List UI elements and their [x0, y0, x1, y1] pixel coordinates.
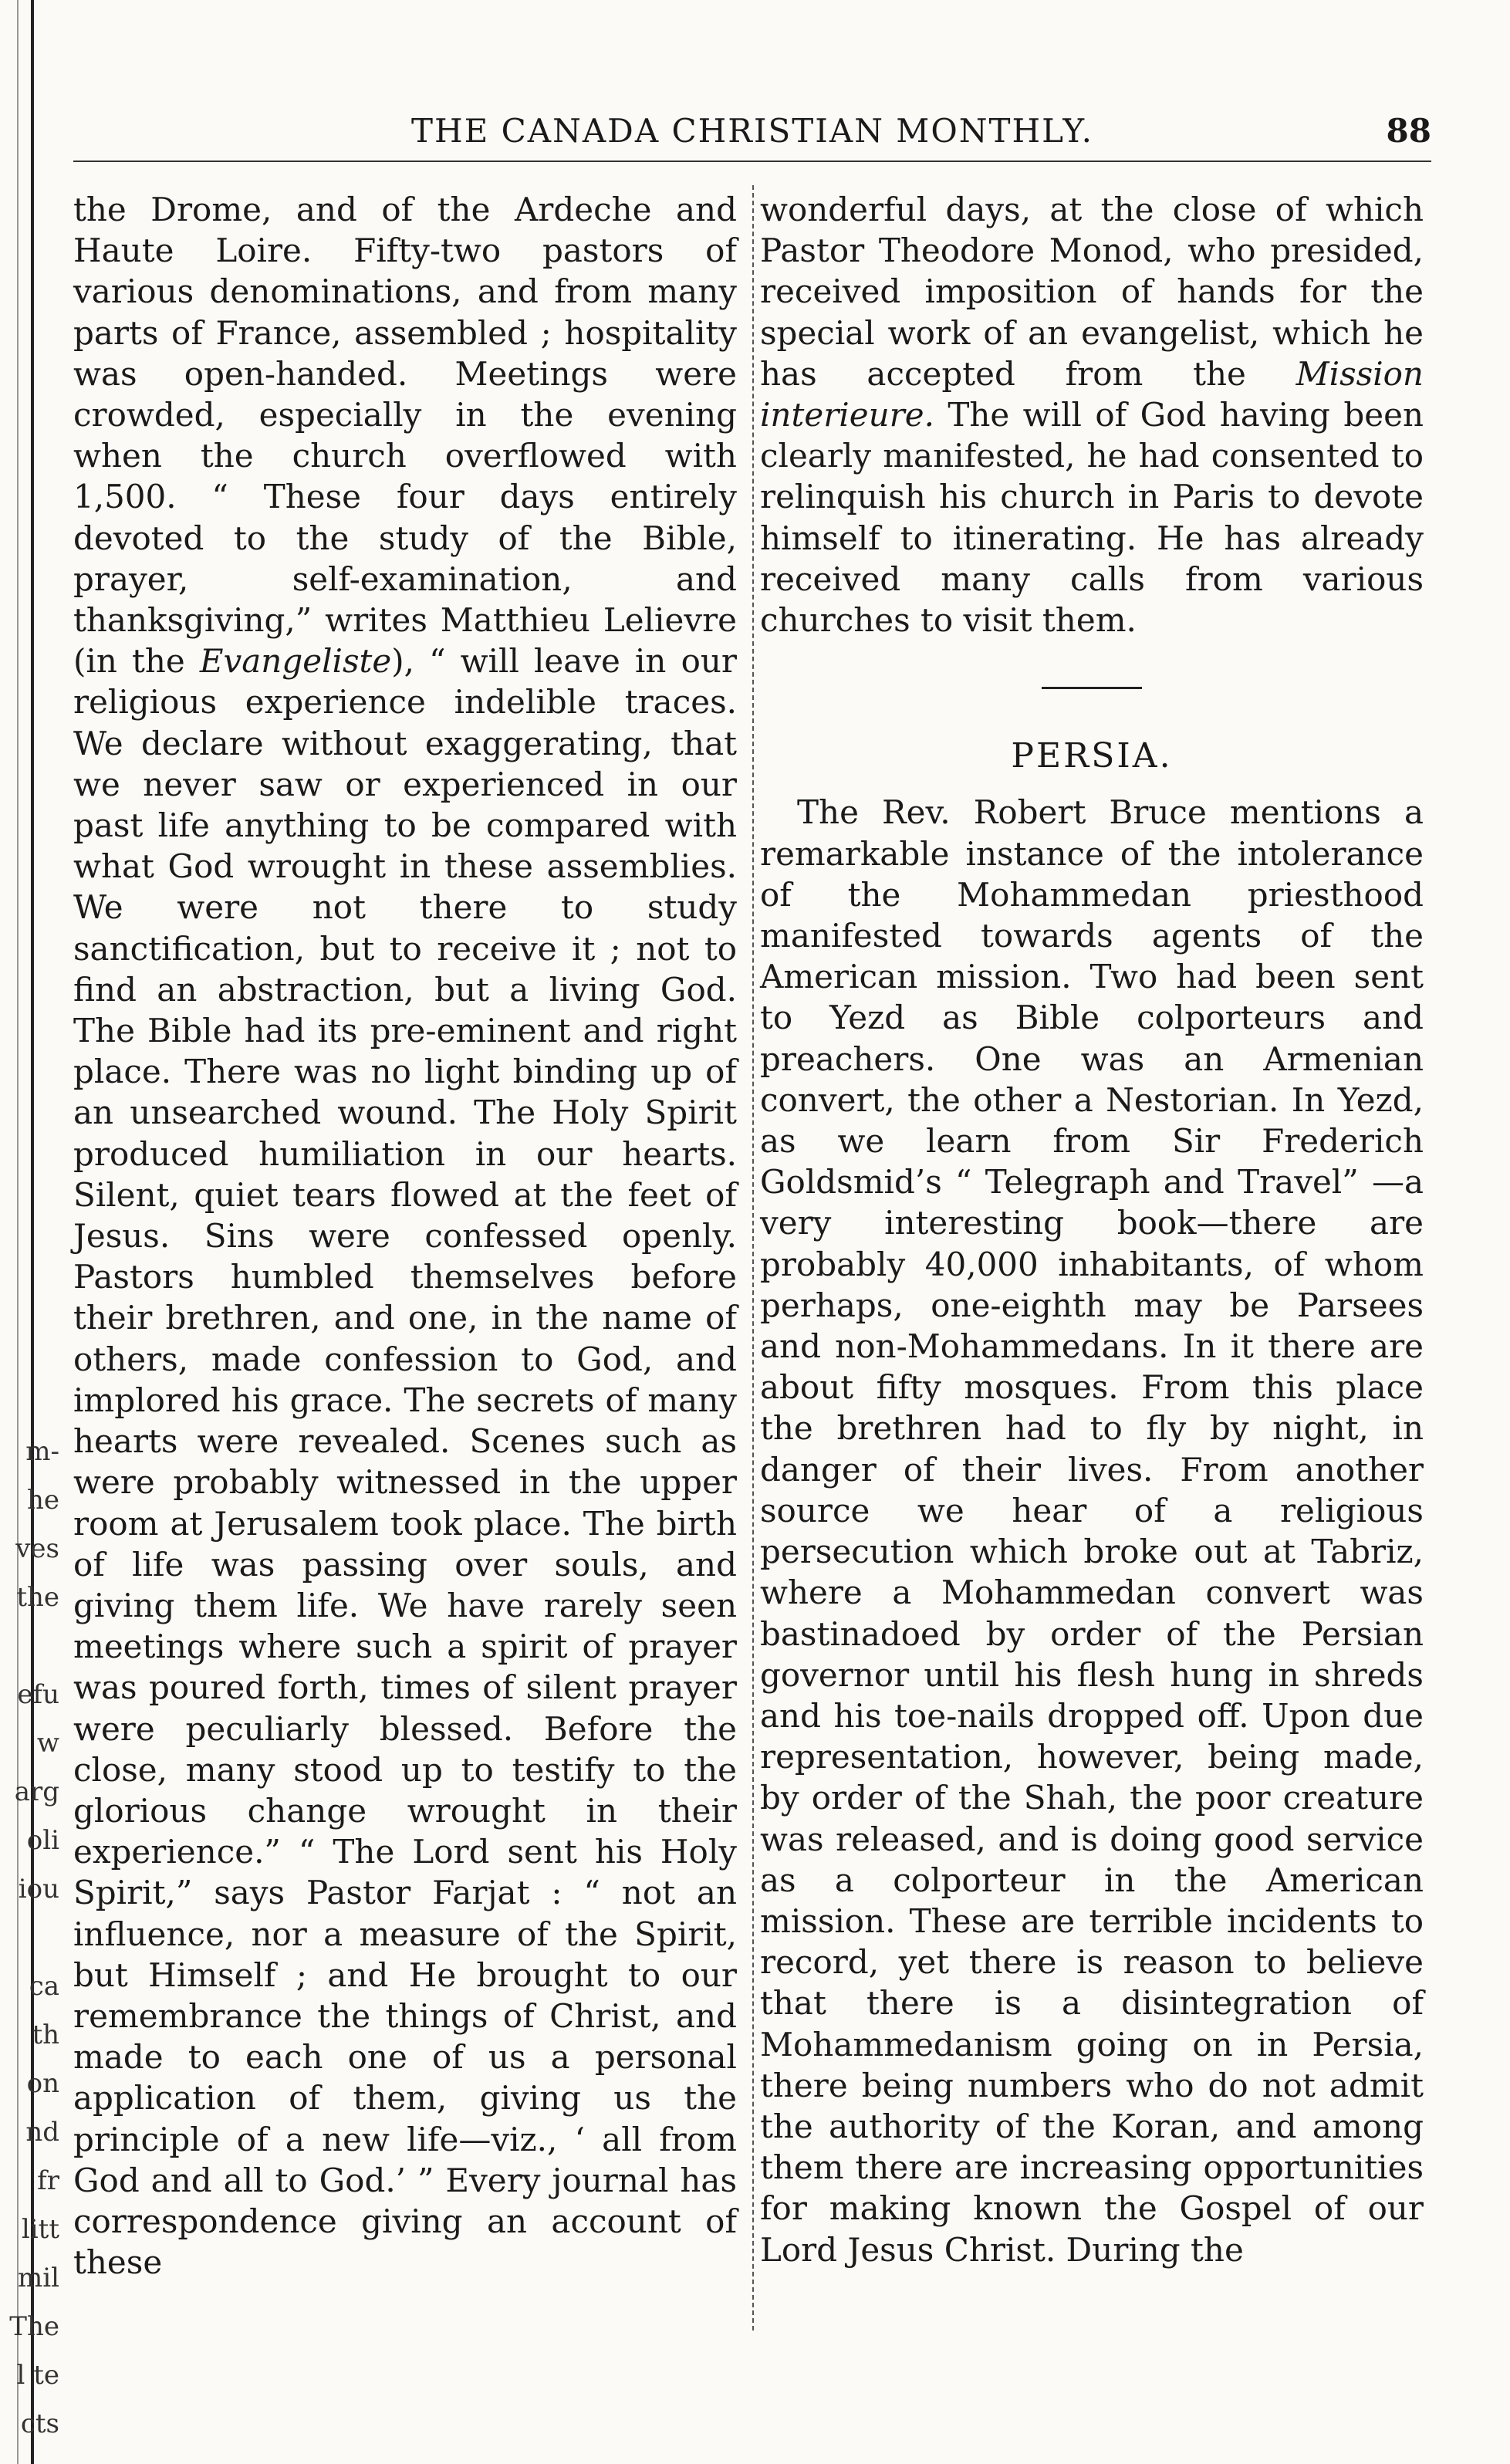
right-italic-mission: Mission interieure. — [760, 354, 1424, 434]
margin-fragment: The — [9, 2311, 59, 2342]
margin-fragment: efu — [17, 1679, 59, 1710]
margin-fragment: th — [32, 2020, 59, 2050]
margin-fragment: iou — [18, 1874, 59, 1905]
margin-fragment: fr — [37, 2165, 59, 2196]
right-column — [760, 189, 1424, 2270]
margin-fragment: ves — [15, 1533, 59, 1564]
margin-fragment: cts — [20, 2408, 59, 2439]
left-column-paragraph — [73, 189, 737, 2283]
margin-fragment: nd — [25, 2117, 59, 2148]
margin-fragment: he — [26, 1485, 59, 1516]
right-column-paragraph-1 — [760, 189, 1424, 641]
adjacent-page-fragments — [0, 1428, 66, 2449]
margin-fragment: litt — [21, 2214, 59, 2245]
margin-fragment: w — [36, 1728, 59, 1759]
running-header — [73, 112, 1431, 166]
right-text-part-2: The will of God having been clearly manifested, he had consented to relinquish his church in Paris to devote himself to itinerating. He has already received many calls from various churches to visit them. — [760, 396, 1424, 640]
margin-fragment: mil — [18, 2263, 59, 2293]
section-separator-rule — [1042, 687, 1142, 689]
margin-fragment: arg — [14, 1776, 59, 1807]
section-heading-persia: PERSIA. — [1011, 736, 1173, 776]
left-column — [73, 189, 737, 2283]
right-text-part-1: wonderful days, at the close of which Pastor Theodore Monod, who presided, received imposition of hands for the special work of an evangelist, which he has accepted from the — [760, 191, 1424, 393]
left-italic-title: Evangeliste — [199, 642, 392, 681]
margin-fragment — [0, 1914, 66, 1962]
column-divider — [752, 185, 755, 2330]
journal-title: THE CANADA CHRISTIAN MONTHLY. — [410, 112, 1094, 150]
right-column-paragraph-2: The Rev. Robert Bruce mentions a remarkable instance of the intolerance of the Mohammedan priesthood manifested towards agents of the American mission. Two had been sent to Yezd as Bible colporteurs and preachers. One was an Armenian convert, the other a Nestorian. In Yezd, as we learn from Sir Frederich Goldsmid’s “ Telegraph and Travel” —a very interesting book—there are probably 40,000 inhabitants, of whom perhaps, one-eighth may be Parsees and non-Mohammedans. In it there are about fifty mosques. From this place the brethren had to fly by night, in danger of their lives. From another source we hear of a religious persecution which broke out at Tabriz, where a Mohammedan convert was bastinadoed by order of the Persian governor until his flesh hung in shreds and his toe-nails dropped off. Upon due representation, however, being made, by order of the Shah, the poor creature was released, and is doing good service as a colporteur in the American mission. These are terrible incidents to record, yet there is reason to believe that there is a disintegration of Mohammedanism going on in Persia, there being numbers who do not admit the authority of the Koran, and among them there are increasing opportunities for making known the Gospel of our Lord Jesus Christ. During the — [760, 793, 1424, 2269]
margin-fragment: on — [26, 2068, 59, 2099]
margin-fragment: ca — [29, 1971, 59, 2002]
margin-fragment: oli — [26, 1825, 59, 1856]
left-text-part-1: the Drome, and of the Ardeche and Haute Loire. Fifty-two pastors of various denominations, and from many parts of France, assembled ; hospitality was open-handed. Meetings were crowded, especially in the evening when the church overflowed with 1,500. “ These four days entirely devoted to the study of the Bible, prayer, self-examination, and thanksgiving,” writes Matthieu Lelievre (in the — [73, 191, 737, 681]
margin-fragment: the — [16, 1582, 59, 1613]
header-rule — [73, 161, 1431, 162]
margin-fragment: m- — [25, 1436, 59, 1467]
page-number: 88 — [1386, 112, 1431, 150]
margin-fragment — [0, 1622, 66, 1671]
margin-fragment: l te — [16, 2360, 59, 2391]
left-text-part-2: ), “ will leave in our religious experience indelible traces. We declare without exaggerating, that we never saw or experienced in our past life anything to be compared with what God wrought in these assemblies. We were not there to study sanctification, but to receive it ; not to find an abstraction, but a living God. The Bible had its pre-eminent and right place. There was no light binding up of an unsearched wound. The Holy Spirit produced humiliation in our hearts. Silent, quiet tears flowed at the feet of Jesus. Sins were confessed openly. Pastors humbled themselves before their brethren, and one, in the name of others, made confession to God, and implored his grace. The secrets of many hearts were revealed. Scenes such as were probably witnessed in the upper room at Jerusalem took place. The birth of life was passing over souls, and giving them life. We have rarely seen meetings where such a spirit of prayer was poured forth, times of silent prayer were peculiarly blessed. Before the close, many stood up to testify to the glorious change wrought in their experience.” “ The Lord sent his Holy Spirit,” says Pastor Farjat : “ not an influence, nor a measure of the Spirit, but Himself ; and He brought to our remembrance the things of Christ, and made to each one of us a personal application of them, giving us the principle of a new life—viz., ‘ all from God and all to God.’ ” Every journal has correspondence giving an account of these — [73, 642, 737, 2282]
